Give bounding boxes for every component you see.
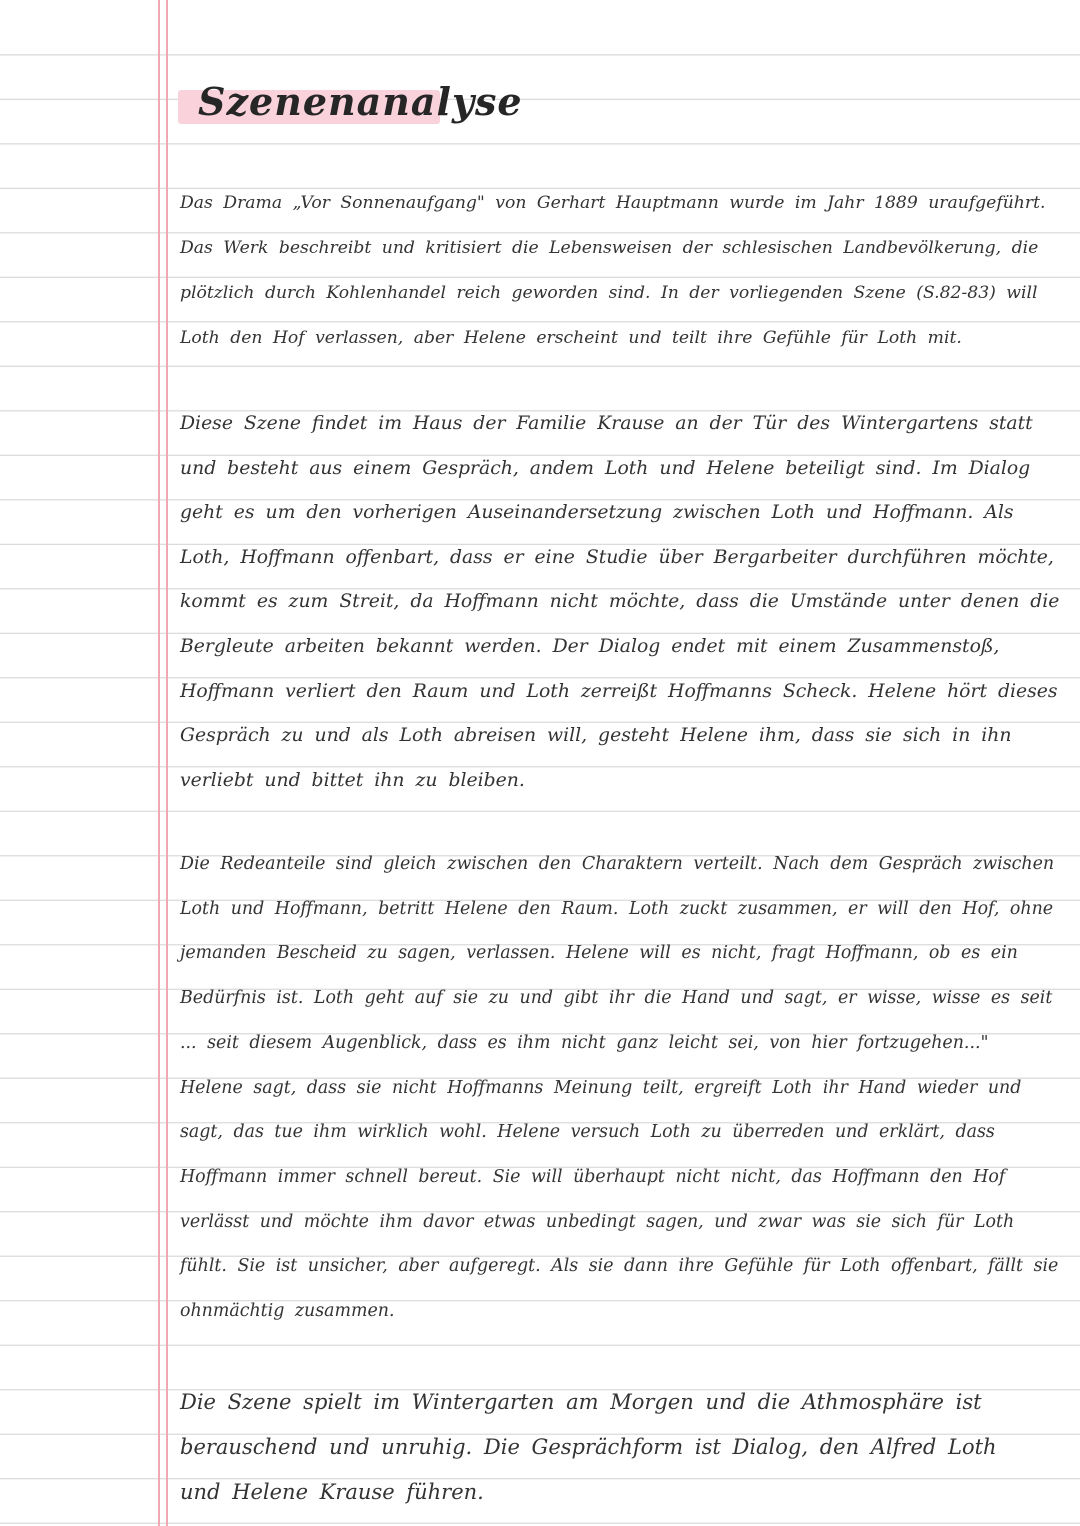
paragraph-scene-summary: Diese Szene findet im Haus der Familie Krause an der Tür des Wintergartens statt und besteht aus einem Gespräch, andem Loth und Helene beteiligt sind. Im Dialog geht es um den vorherigen Auseinandersetzung zwischen Loth und Hoffmann. Als Loth, Hoffmann offenbart, dass er eine Studie über Bergarbeiter durchführen möchte, kommt es zum Streit, da Hoffmann nicht möchte, dass die Umstände unter denen die Bergleute arbeiten bekannt werden. Der Dialog endet mit einem Zusammenstoß, Hoffmann verliert den Raum und Loth zerreißt Hoffmanns Scheck. Helene hört dieses Gespräch zu und als Loth abreisen will, gesteht Helene ihm, dass sie sich in ihn verliebt und bittet ihn zu bleiben. <box>180 413 1060 791</box>
margin-line-right <box>166 0 168 1526</box>
margin-line-left <box>158 0 160 1526</box>
paragraph-introduction: Das Drama „Vor Sonnenaufgang" von Gerhart Hauptmann wurde im Jahr 1889 uraufgeführt. Das Werk beschreibt und kritisiert die Lebensweisen der schlesischen Landbevölkerung, die plötzlich durch Kohlenhandel reich geworden sind. In der vorliegenden Szene (S.82-83) will Loth den Hof verlassen, aber Helene erscheint und teilt ihre Gefühle für Loth mit. <box>180 193 1046 348</box>
paragraph-dialogue-analysis: Die Redeanteile sind gleich zwischen den Charaktern verteilt. Nach dem Gespräch zwischen Loth und Hoffmann, betritt Helene den Raum. Loth zuckt zusammen, er will den Hof, ohne jemanden Bescheid zu sagen, verlassen. Helene will es nicht, fragt Hoffmann, ob es ein Bedürfnis ist. Loth geht auf sie zu und gibt ihr die Hand und sagt, er wisse, wisse es seit ... seit diesem Augenblick, dass es ihm nicht ganz leicht sei, von hier fortzugehen..." Helene sagt, dass sie nicht Hoffmanns Meinung teilt, ergreift Loth ihr Hand wieder und sagt, das tue ihm wirklich wohl. Helene versuch Loth zu überreden und erklärt, dass Hoffmann immer schnell bereut. Sie will überhaupt nicht nicht, das Hoffmann den Hof verlässt und möchte ihm davor etwas unbedingt sagen, und zwar was sie sich für Loth fühlt. Sie ist unsicher, aber aufgeregt. Als sie dann ihre Gefühle für Loth offenbart, fällt sie ohnmächtig zusammen. <box>180 854 1059 1322</box>
page-title: Szenenanalyse <box>198 79 523 124</box>
title-block <box>178 78 523 126</box>
paragraph-setting: Die Szene spielt im Wintergarten am Morgen und die Athmosphäre ist berauschend und unruhig. Die Gesprächform ist Dialog, den Alfred Loth und Helene Krause führen. <box>180 1390 997 1504</box>
